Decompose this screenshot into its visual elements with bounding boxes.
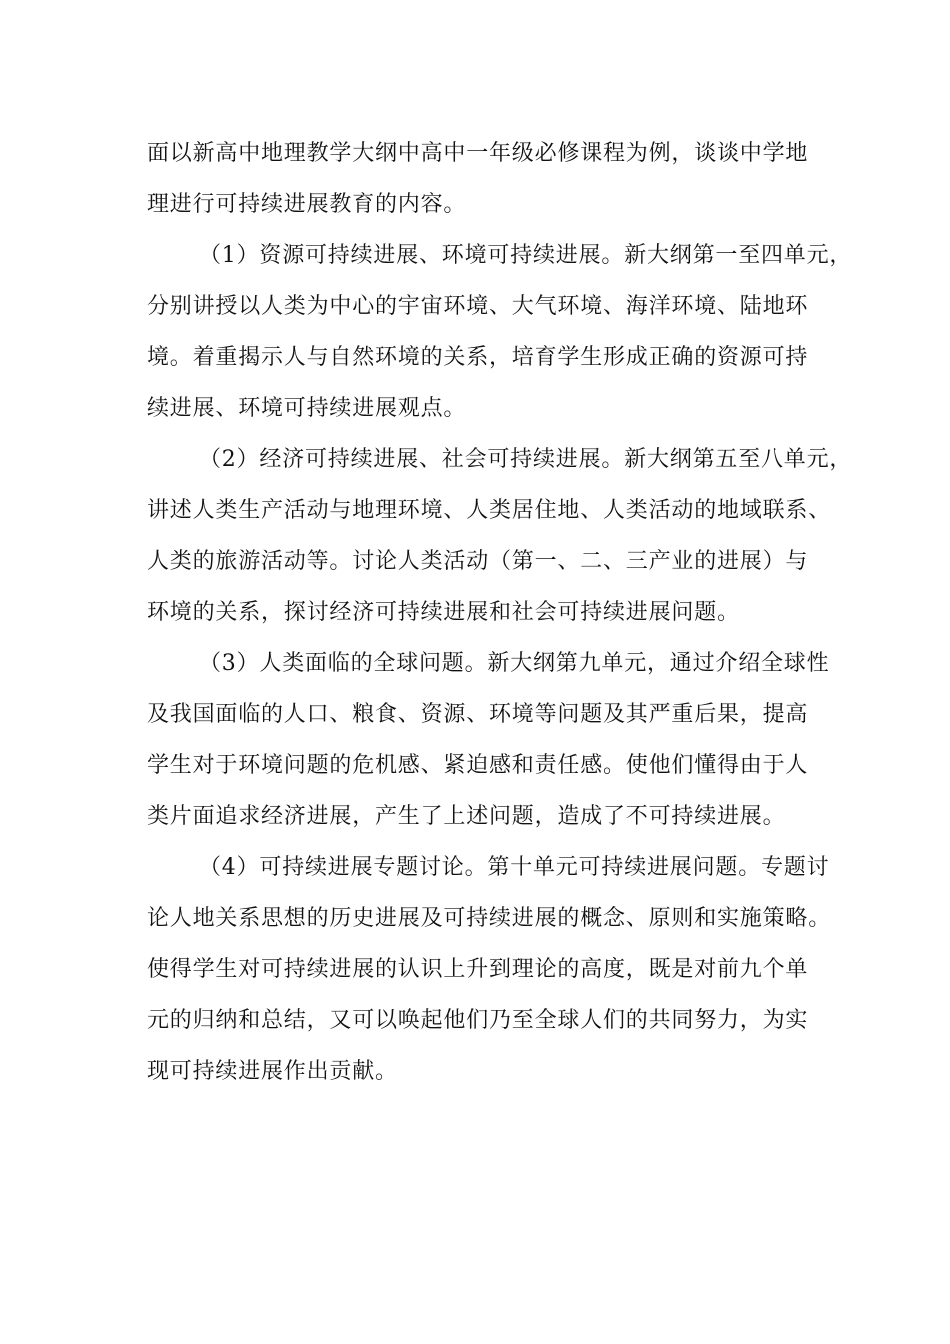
text-line: 及我国面临的人口、粮食、资源、环境等问题及其严重后果，提高 (147, 702, 809, 727)
text-line: 续进展、环境可持续进展观点。 (147, 396, 467, 421)
text-line: 学生对于环境问题的危机感、紧迫感和责任感。使他们懂得由于人 (147, 753, 809, 778)
text-line: 类片面追求经济进展，产生了上述问题，造成了不可持续进展。 (147, 804, 786, 829)
text-line: 分别讲授以人类为中心的宇宙环境、大气环境、海洋环境、陆地环 (147, 294, 809, 319)
text-line: 面以新高中地理教学大纲中高中一年级必修课程为例，谈谈中学地 (147, 141, 809, 166)
paragraph-start-line: （2）经济可持续进展、社会可持续进展。新大纲第五至八单元， (199, 447, 853, 472)
paragraph-start-line: （1）资源可持续进展、环境可持续进展。新大纲第一至四单元， (199, 243, 853, 268)
text-line: 环境的关系，探讨经济可持续进展和社会可持续进展问题。 (147, 600, 740, 625)
text-line: 使得学生对可持续进展的认识上升到理论的高度，既是对前九个单 (147, 957, 809, 982)
text-line: 人类的旅游活动等。讨论人类活动（第一、二、三产业的进展）与 (147, 549, 809, 574)
text-line: 论人地关系思想的历史进展及可持续进展的概念、原则和实施策略。 (147, 906, 832, 931)
text-line: 元的归纳和总结，又可以唤起他们乃至全球人们的共同努力，为实 (147, 1008, 809, 1033)
text-line: 理进行可持续进展教育的内容。 (147, 192, 467, 217)
paragraph-start-line: （3）人类面临的全球问题。新大纲第九单元，通过介绍全球性 (199, 651, 830, 676)
body-text (147, 128, 853, 1097)
text-line: 讲述人类生产活动与地理环境、人类居住地、人类活动的地域联系、 (147, 498, 832, 523)
text-line: 现可持续进展作出贡献。 (147, 1059, 398, 1084)
paragraph-start-line: （4）可持续进展专题讨论。第十单元可持续进展问题。专题讨 (199, 855, 830, 880)
text-line: 境。着重揭示人与自然环境的关系，培育学生形成正确的资源可持 (147, 345, 809, 370)
